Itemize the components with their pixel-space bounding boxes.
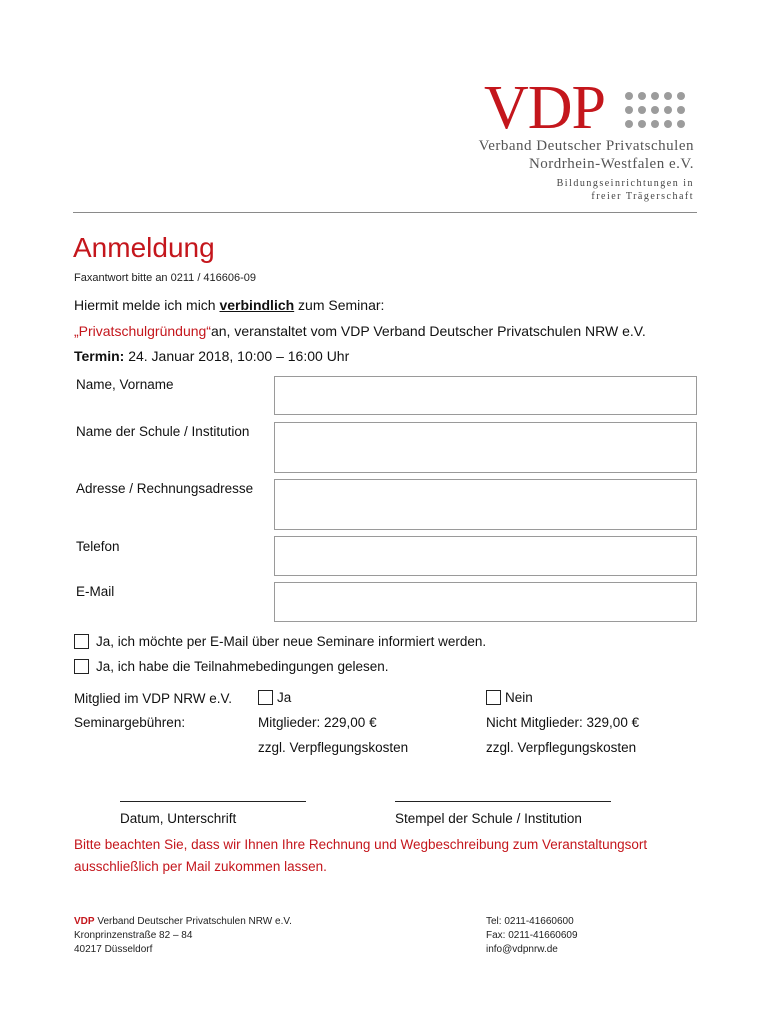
footer-org [74,915,292,929]
membership-yes-option[interactable] [258,690,291,705]
footer-address [74,915,292,957]
signature-line [120,801,306,802]
telefon-field[interactable] [274,536,697,576]
logo-line-3: Bildungseinrichtungen in [556,178,694,189]
terms-option[interactable] [74,659,388,674]
fee-non-members: Nicht Mitglieder: 329,00 € [486,715,640,730]
seminar-rest: an, veranstaltet vom VDP Verband Deutscher Privatschulen NRW e.V. [210,323,646,339]
fee-members: Mitglieder: 229,00 € [258,715,377,730]
footer-fax: Fax: 0211-41660609 [486,930,578,941]
address-field[interactable] [274,479,697,530]
email-field[interactable] [274,582,697,622]
mail-notice: Bitte beachten Sie, dass wir Ihnen Ihre Rechnung und Wegbeschreibung zum Veranstaltungsort ausschließlich per Mail zukommen lassen. [74,837,648,874]
name-field[interactable] [274,376,697,415]
terms-checkbox[interactable] [74,659,89,674]
stamp-caption: Stempel der Schule / Institution [395,811,582,826]
intro-after: zum Seminar: [294,297,385,313]
label-school: Name der Schule / Institution [76,424,250,439]
membership-yes-label: Ja [277,690,292,705]
fee-non-members-note: zzgl. Verpflegungskosten [486,740,637,755]
logo-mark: VDP [484,74,606,142]
footer-city: 40217 Düsseldorf [74,944,153,955]
newsletter-option[interactable] [74,634,486,649]
vdp-logo [478,74,694,208]
label-address: Adresse / Rechnungsadresse [76,481,254,496]
logo-line-2: Nordrhein-Westfalen e.V. [528,156,694,172]
school-field[interactable] [274,422,697,473]
footer-tel: Tel: 0211-41660600 [486,916,574,927]
footer-org-rest: Verband Deutscher Privatschulen NRW e.V. [94,916,292,927]
footer-org-short: VDP [74,916,95,927]
footer-contact [486,915,578,957]
terms-label: Ja, ich habe die Teilnahmebedingungen gelesen. [96,659,389,674]
logo-line-1: Verband Deutscher Privatschulen [478,138,694,154]
membership-no-checkbox[interactable] [486,690,501,705]
footer-street: Kronprinzenstraße 82 – 84 [74,930,193,941]
logo-dots [625,92,685,132]
newsletter-checkbox[interactable] [74,634,89,649]
seminar-line [74,323,646,339]
page-title: Anmeldung [73,232,215,263]
fees-label: Seminargebühren: [74,715,186,730]
termin-label: Termin: [74,348,125,364]
intro-text [74,297,384,313]
newsletter-label: Ja, ich möchte per E-Mail über neue Seminare informiert werden. [96,634,487,649]
footer-email[interactable]: info@vdpnrw.de [486,944,558,955]
label-name: Name, Vorname [76,377,174,392]
membership-yes-checkbox[interactable] [258,690,273,705]
stamp-line [395,801,611,802]
fax-line: Faxantwort bitte an 0211 / 416606-09 [74,272,257,284]
membership-no-option[interactable] [486,690,533,705]
header-divider [73,212,697,213]
termin-value: 24. Januar 2018, 10:00 – 16:00 Uhr [124,348,350,364]
fee-members-note: zzgl. Verpflegungskosten [258,740,409,755]
label-telefon: Telefon [76,539,120,554]
signature-caption: Datum, Unterschrift [120,811,237,826]
intro-bold: verbindlich [219,297,295,313]
membership-no-label: Nein [505,690,533,705]
membership-label: Mitglied im VDP NRW e.V. [74,691,233,706]
logo-line-4: freier Trägerschaft [591,191,694,202]
termin-line [74,348,349,364]
seminar-name: „Privatschulgründung“ [74,323,211,339]
label-email: E-Mail [76,584,115,599]
intro-before: Hiermit melde ich mich [74,297,220,313]
